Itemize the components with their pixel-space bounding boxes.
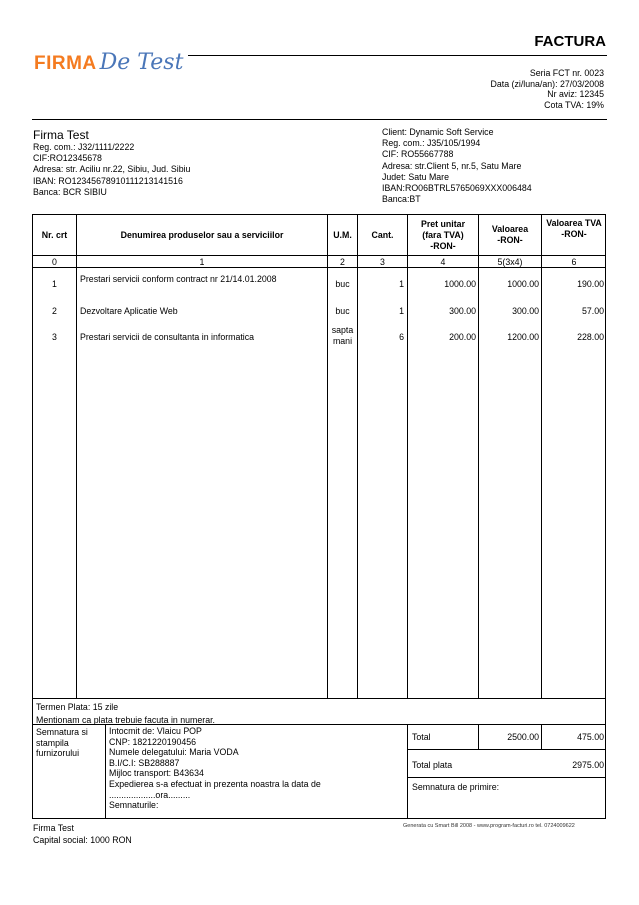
header-um: U.M. bbox=[333, 229, 352, 240]
footer-capital: Capital social: 1000 RON bbox=[33, 834, 132, 845]
col-number: 5(3x4) bbox=[497, 257, 523, 267]
row-3-qty: 6 bbox=[399, 332, 404, 342]
header-value bbox=[479, 215, 541, 255]
row-1-name: Prestari servicii conform contract nr 21/14.01.2008 bbox=[80, 274, 277, 284]
client-line: Client: Dynamic Soft Service bbox=[382, 127, 494, 137]
client-line: Reg. com.: J35/105/1994 bbox=[382, 138, 481, 149]
delegate-line: Expedierea s-a efectuat in prezenta noastra la data de bbox=[109, 778, 321, 789]
logo-detest-text: De Test bbox=[99, 50, 184, 75]
delegate-line: CNP: 1821220190456 bbox=[109, 736, 197, 747]
invoice-aviz: Nr aviz: 12345 bbox=[547, 89, 604, 99]
logo-firma-text: FIRMA bbox=[34, 53, 97, 74]
header-unit-price-l2: (fara TVA) bbox=[422, 229, 464, 240]
header-value-l1: Valoarea bbox=[491, 224, 529, 234]
supplier-line: IBAN: RO12345678910111213141516 bbox=[33, 175, 183, 186]
footer-divider bbox=[33, 724, 605, 725]
payment-term: Termen Plata: 15 zile bbox=[36, 702, 119, 712]
total-label: Total bbox=[412, 732, 431, 742]
supplier-line: Banca: BCR SIBIU bbox=[33, 186, 107, 197]
header-vat-l1: Valoarea TVA bbox=[546, 218, 602, 228]
col-number: 4 bbox=[440, 257, 446, 267]
row-1-nr: 1 bbox=[52, 279, 57, 289]
header-divider bbox=[188, 55, 607, 56]
row-3-nr: 3 bbox=[52, 332, 57, 342]
delegate-line: ...................ora......... bbox=[109, 789, 191, 800]
client-line: CIF: RO55667788 bbox=[382, 149, 454, 160]
header-unit-price-l3: -RON- bbox=[430, 240, 456, 251]
header-qty: Cant. bbox=[371, 229, 394, 240]
row-2-nr: 2 bbox=[52, 306, 57, 316]
footer-col-divider bbox=[105, 724, 106, 818]
number-row-divider bbox=[33, 267, 605, 268]
row-1-um: buc bbox=[335, 279, 350, 289]
invoice-vat-rate: Cota TVA: 19% bbox=[544, 99, 604, 110]
row-1-value: 1000.00 bbox=[507, 279, 539, 289]
total-vat: 475.00 bbox=[577, 732, 604, 742]
client-line: Adresa: str.Client 5, nr.5, Satu Mare bbox=[382, 160, 522, 171]
client-info bbox=[382, 127, 532, 205]
col-number: 3 bbox=[380, 257, 385, 267]
total-pay-label: Total plata bbox=[412, 760, 453, 770]
row-3-price: 200.00 bbox=[449, 332, 476, 342]
payment-note: Mentionam ca plata trebuie facuta in numerar. bbox=[36, 715, 215, 725]
col-number: 1 bbox=[199, 257, 205, 267]
header-vat-l2: -RON- bbox=[561, 229, 587, 239]
header-value-l2: -RON- bbox=[497, 235, 523, 245]
supplier-line: Reg. com.: J32/1111/2222 bbox=[33, 142, 135, 152]
header-unit-price-l1: Pret unitar bbox=[421, 218, 465, 229]
row-2-price: 300.00 bbox=[449, 306, 476, 316]
delegate-line: Intocmit de: Vlaicu POP bbox=[109, 726, 202, 736]
supplier-line: CIF:RO12345678 bbox=[33, 153, 102, 164]
delegate-line: Numele delegatului: Maria VODA bbox=[109, 747, 239, 758]
invoice-series: Seria FCT nr. 0023 bbox=[529, 68, 604, 78]
row-1-price: 1000.00 bbox=[444, 279, 476, 289]
client-line: Banca:BT bbox=[382, 194, 421, 205]
company-logo bbox=[34, 50, 183, 76]
invoice-meta bbox=[491, 68, 604, 110]
total-divider bbox=[407, 749, 605, 750]
invoice-date: Data (zi/luna/an): 27/03/2008 bbox=[490, 78, 604, 89]
receipt-signature-label: Semnatura de primire: bbox=[412, 782, 500, 792]
header-product-name: Denumirea produselor sau a serviciilor bbox=[120, 229, 284, 240]
row-1-qty: 1 bbox=[399, 279, 404, 289]
row-3-name: Prestari servicii de consultanta in informatica bbox=[80, 332, 255, 342]
header-nr: Nr. crt bbox=[41, 229, 68, 240]
row-2-name: Dezvoltare Aplicatie Web bbox=[80, 306, 178, 316]
total-pay-value: 2975.00 bbox=[572, 760, 604, 770]
row-2-um: buc bbox=[335, 306, 350, 316]
row-3-um: sapta mani bbox=[331, 325, 354, 346]
generated-by-note: Generata cu Smart Bill 2008 - www.program-facturi.ro tel. 0724009622 bbox=[403, 823, 575, 829]
total-value: 2500.00 bbox=[507, 732, 539, 742]
footer-company-name: Firma Test bbox=[33, 823, 74, 833]
header-row-divider bbox=[33, 255, 605, 256]
client-line: IBAN:RO06BTRL5765069XXX006484 bbox=[382, 183, 532, 194]
row-3-vat: 228.00 bbox=[577, 332, 604, 342]
col-number: 2 bbox=[340, 257, 345, 267]
invoice-footer bbox=[32, 699, 606, 819]
row-2-value: 300.00 bbox=[512, 306, 539, 316]
delegate-line: Mijloc transport: B43634 bbox=[109, 768, 204, 779]
document-title: FACTURA bbox=[534, 33, 606, 50]
footer-col-divider bbox=[407, 724, 408, 818]
delegate-line: Semnaturile: bbox=[109, 800, 159, 811]
meta-divider bbox=[32, 119, 607, 120]
client-line: Judet: Satu Mare bbox=[382, 171, 449, 182]
delegate-line: B.I/C.I: SB288887 bbox=[109, 757, 180, 768]
total-pay-divider bbox=[407, 777, 605, 778]
row-2-qty: 1 bbox=[399, 306, 404, 316]
row-3-value: 1200.00 bbox=[507, 332, 539, 342]
supplier-signature-label: Semnatura si stampila furnizorului bbox=[36, 727, 88, 758]
col-number: 0 bbox=[52, 257, 57, 267]
supplier-info bbox=[33, 128, 190, 198]
delegate-info bbox=[109, 726, 321, 811]
supplier-line: Adresa: str. Aciliu nr.22, Sibiu, Jud. Sibiu bbox=[33, 164, 191, 175]
row-2-vat: 57.00 bbox=[581, 306, 604, 316]
supplier-name: Firma Test bbox=[33, 128, 89, 142]
company-footer bbox=[33, 823, 132, 846]
col-divider bbox=[76, 215, 77, 698]
invoice-table bbox=[32, 214, 606, 699]
col-number: 6 bbox=[571, 257, 577, 267]
row-1-vat: 190.00 bbox=[577, 279, 604, 289]
header-unit-price bbox=[408, 215, 478, 255]
header-vat bbox=[542, 215, 606, 255]
